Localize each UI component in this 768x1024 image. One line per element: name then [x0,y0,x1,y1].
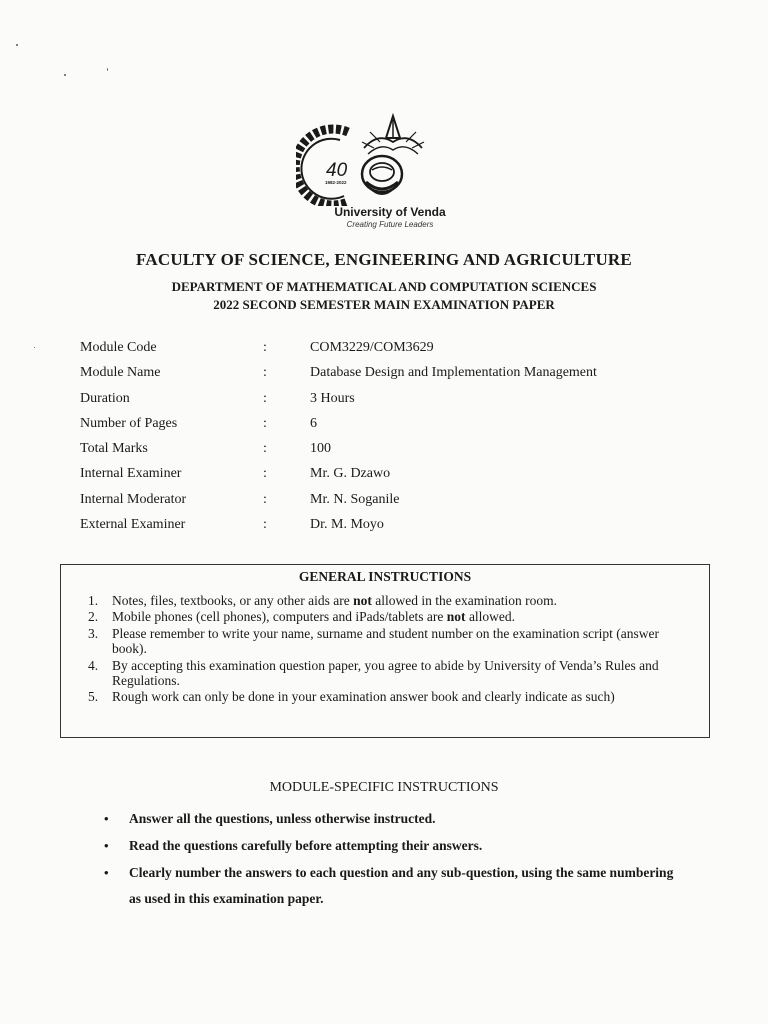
module-details [80,340,680,542]
detail-row-number-of-pages [80,416,680,441]
detail-value: Database Design and Implementation Management [310,365,597,381]
module-instruction-text: Answer all the questions, unless otherwise instructed. [129,811,436,826]
detail-label: Duration [80,390,130,406]
detail-row-total-marks [80,441,680,466]
detail-row-internal-examiner [80,466,680,491]
general-instruction-item [83,609,693,624]
module-instruction-text: Clearly number the answers to each question and any sub-question, using the same numbering as used in this examination paper. [129,865,674,906]
general-instructions-box [60,564,710,738]
detail-separator: : [263,390,267,406]
detail-label: Internal Examiner [80,466,182,482]
department-title: DEPARTMENT OF MATHEMATICAL AND COMPUTATION SCIENCES [171,279,597,294]
detail-row-external-examiner [80,517,680,542]
bullet-icon: • [104,838,109,853]
scan-speck [107,68,108,71]
detail-row-module-name [80,365,680,390]
module-instruction-item [104,833,684,859]
detail-separator: : [263,517,267,533]
module-instruction-item [104,806,684,832]
scan-speck [16,44,18,46]
general-instructions-title: GENERAL INSTRUCTIONS [298,569,472,584]
instruction-number: 3. [88,625,99,641]
instruction-emphasis: not [353,593,372,608]
general-instruction-item [83,689,693,704]
detail-value: 100 [310,441,331,457]
detail-value: 3 Hours [310,390,355,406]
module-instruction-text: Read the questions carefully before attempting their answers. [129,838,483,853]
detail-value: Mr. N. Soganile [310,491,400,507]
detail-label: Number of Pages [80,415,178,431]
bullet-icon: • [104,811,109,826]
detail-separator: : [263,466,267,482]
logo-number: 40 [326,160,348,181]
instruction-text: Notes, files, textbooks, or any other aids are [112,593,354,608]
bullet-icon: • [104,865,109,880]
instruction-number: 2. [88,609,99,625]
exam-title: 2022 SECOND SEMESTER MAIN EXAMINATION PAPER [213,297,555,312]
detail-value: COM3229/COM3629 [310,340,434,355]
university-slogan: Creating Future Leaders [346,220,434,229]
instruction-number: 1. [88,593,99,608]
scan-speck [64,74,66,76]
instruction-text-end: allowed. [465,609,516,625]
instruction-text-end: allowed in the examination room. [371,593,558,608]
detail-value: Dr. M. Moyo [310,517,384,533]
detail-separator: : [263,441,267,457]
detail-separator: : [263,415,267,431]
detail-label: Total Marks [80,441,148,457]
general-instruction-item [83,593,693,608]
module-instruction-item [104,860,684,912]
detail-row-internal-moderator [80,492,680,517]
instruction-emphasis: not [446,609,466,625]
module-instructions-title: MODULE-SPECIFIC INSTRUCTIONS [269,780,499,795]
detail-label: External Examiner [80,517,186,533]
detail-label: Module Name [80,365,161,381]
instruction-number: 5. [88,689,99,705]
module-instructions-list [104,806,684,913]
instruction-text: Mobile phones (cell phones), computers and iPads/tablets are [112,609,447,625]
instruction-text: By accepting this examination question paper, you agree to abide by University of Venda’s Rules and Regulations. [112,657,659,689]
faculty-title: FACULTY OF SCIENCE, ENGINEERING AND AGRICULTURE [136,250,632,269]
university-logo [296,112,436,206]
detail-value: 6 [310,415,317,431]
university-name: University of Venda [334,205,446,219]
detail-label: Module Code [80,340,157,355]
general-instructions-list [83,593,693,706]
logo-years: 1982-2022 [325,180,347,185]
instruction-text: Rough work can only be done in your examination answer book and clearly indicate as such) [112,689,615,705]
detail-label: Internal Moderator [80,491,187,507]
instruction-number: 4. [88,657,99,673]
detail-value: Mr. G. Dzawo [310,466,391,482]
detail-separator: : [263,340,267,355]
scan-speck [34,347,35,348]
detail-row-module-code [80,340,680,365]
general-instruction-item [83,658,693,689]
general-instruction-item [83,626,693,657]
detail-separator: : [263,365,267,381]
detail-row-duration [80,391,680,416]
detail-separator: : [263,491,267,507]
instruction-text: Please remember to write your name, surname and student number on the examination script (answer book). [112,625,659,657]
